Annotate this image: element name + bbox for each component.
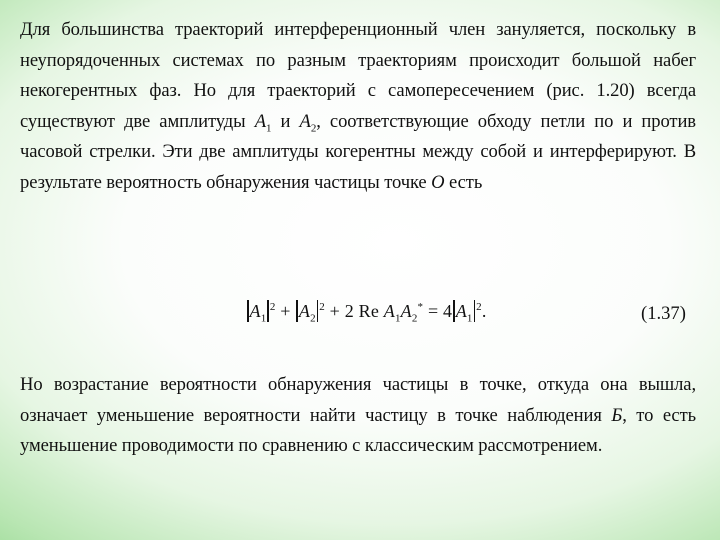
formula-symbol: A — [455, 301, 467, 321]
formula-operator: + 2 Re — [324, 301, 380, 321]
superscript: * — [417, 301, 424, 313]
equation-number: (1.37) — [641, 303, 686, 324]
text-segment: , то есть уменьшение проводимости по сравнению с классическим рассмотрением. — [20, 404, 696, 457]
formula-operator: = 4 — [423, 301, 453, 321]
superscript: 2 — [476, 301, 482, 313]
amplitude-a1: A — [254, 110, 266, 132]
abs-bar — [474, 300, 476, 322]
abs-bar — [296, 300, 298, 322]
subscript: 2 — [411, 312, 418, 325]
abs-bar — [453, 300, 455, 322]
text-segment: Но возрастание вероятности обнаружения частицы в точке, откуда она вышла, означает уменьшение вероятности найти частицу в точке наблюдения — [20, 374, 696, 426]
amplitude-a2: A — [299, 110, 311, 132]
superscript: 2 — [269, 301, 276, 313]
superscript: 2 — [319, 301, 325, 313]
point-b: Б — [611, 404, 623, 426]
text-segment: есть — [449, 171, 483, 193]
point-o: O — [431, 171, 445, 193]
formula-1-37 — [246, 300, 487, 325]
text-segment: и — [271, 110, 300, 132]
formula-operator: + — [275, 301, 296, 321]
subscript: 2 — [310, 122, 317, 135]
subscript: 2 — [310, 312, 316, 325]
paragraph-1 — [20, 15, 696, 199]
formula-symbol: A — [298, 301, 311, 321]
subscript: 1 — [394, 312, 401, 325]
abs-bar — [247, 300, 249, 322]
paragraph-2 — [20, 370, 696, 462]
subscript: 1 — [466, 312, 473, 325]
abs-bar — [267, 300, 269, 322]
formula-symbol: A — [400, 301, 412, 321]
subscript: 1 — [260, 312, 267, 325]
subscript: 1 — [265, 122, 272, 135]
formula-symbol: A — [249, 301, 261, 321]
text-segment: , соответствующие обходу петли по и против часовой стрелки. Эти две амплитуды когерентны между собой и интерферируют. В результате вероятность обнаружения частицы точке — [20, 110, 696, 193]
formula-period: . — [481, 301, 487, 321]
text-segment: Для большинства траекторий интерференционный член зануляется, поскольку в неупорядоченных системах по разным траекториям происходит большой набег некогерентных фаз. Но для траекторий с самопересечением (рис. 1.20) всегда существуют две амплитуды — [20, 19, 696, 132]
formula-symbol: A — [383, 301, 395, 321]
